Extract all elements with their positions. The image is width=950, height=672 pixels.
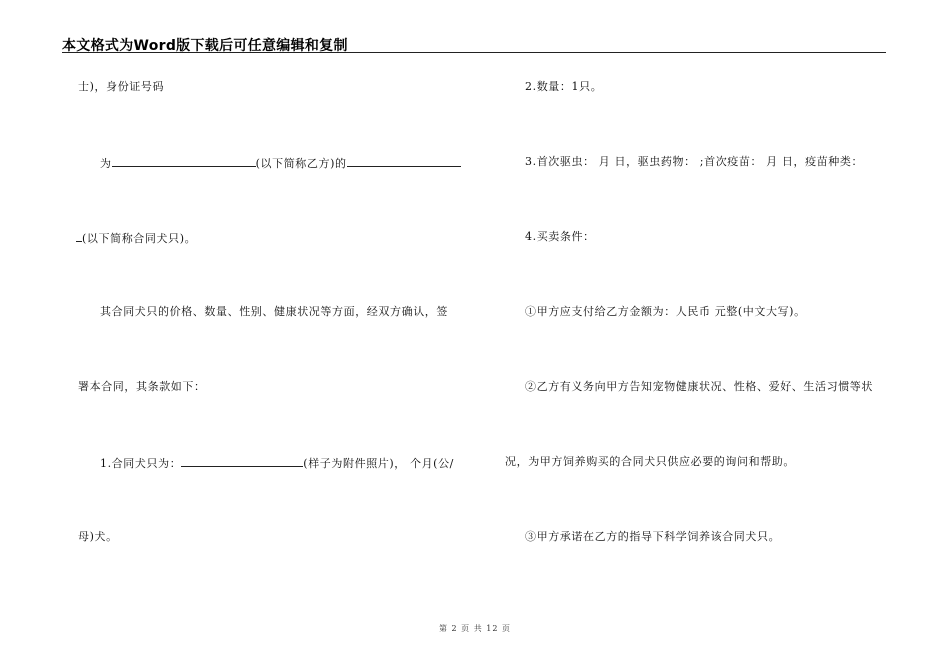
left-line-id-number: 士)，身份证号码 bbox=[78, 80, 165, 93]
left-line-gender: 母)犬。 bbox=[78, 530, 118, 543]
left-line-contract-dog bbox=[76, 230, 196, 246]
blank-party-b-name bbox=[112, 155, 256, 167]
right-line-payment: ①甲方应支付给乙方金额为：人民币 元整(中文大写)。 bbox=[525, 305, 806, 318]
right-line-quantity: 2.数量：1只。 bbox=[525, 80, 603, 93]
left-line-signing: 署本合同，其条款如下： bbox=[78, 380, 206, 393]
left-line-party-b-middle: (以下简称乙方)的 bbox=[255, 157, 347, 170]
right-line-obligation-cont: 况，为甲方饲养购买的合同犬只供应必要的询问和帮助。 bbox=[505, 455, 795, 468]
left-line-dog-spec-suffix: (样子为附件照片)， 个月(公/ bbox=[303, 457, 454, 470]
blank-dog-description bbox=[347, 155, 461, 167]
left-line-dog-spec bbox=[100, 455, 454, 471]
left-line-party-b-prefix: 为 bbox=[100, 157, 112, 170]
header-divider bbox=[62, 52, 886, 53]
left-line-dog-spec-prefix: 1.合同犬只为： bbox=[100, 457, 182, 470]
right-line-deworm-vaccine: 3.首次驱虫： 月 日，驱虫药物： ;首次疫苗： 月 日，疫苗种类： bbox=[525, 155, 864, 168]
right-line-commitment: ③甲方承诺在乙方的指导下科学饲养该合同犬只。 bbox=[525, 530, 781, 543]
blank-dog-breed bbox=[181, 455, 303, 467]
left-line-party-b bbox=[100, 155, 461, 171]
left-line-contract-dog-text: (以下简称合同犬只)。 bbox=[82, 232, 197, 245]
left-line-confirmation: 其合同犬只的价格、数量、性别、健康状况等方面，经双方确认，签 bbox=[100, 305, 448, 318]
right-line-conditions: 4.买卖条件： bbox=[525, 230, 595, 243]
page-header-title: 本文格式为Word版下载后可任意编辑和复制 bbox=[62, 38, 348, 54]
right-line-obligation: ②乙方有义务向甲方告知宠物健康状况、性格、爱好、生活习惯等状 bbox=[525, 380, 873, 393]
page-number: 第 2 页 共 12 页 bbox=[439, 624, 511, 633]
